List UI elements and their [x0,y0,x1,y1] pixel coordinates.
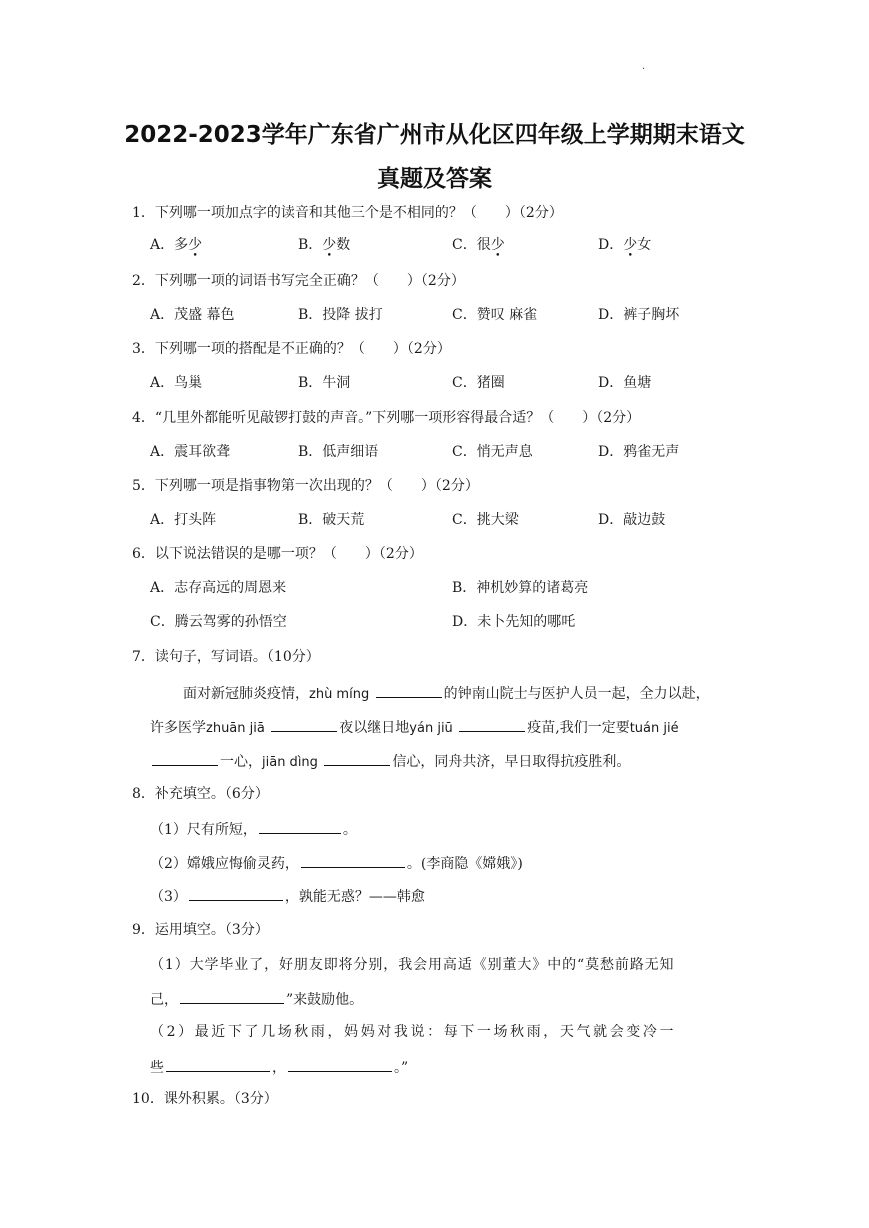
document-title: 2022-2023学年广东省广州市从化区四年级上学期期末语文 [124,122,745,148]
q9-item-1-line-2 [150,989,363,1009]
question-9-stem: 9．运用填空。（3分） [132,922,269,938]
q9-text: 。” [394,1060,409,1076]
q1-option-b: B．少数 [298,237,351,253]
q8-blank-2[interactable] [301,853,405,868]
corner-dot: · [642,64,646,75]
q9-item-1-line-1: （1）大学毕业了，好朋友即将分别，我会用高适《别董大》中的“莫愁前路无知 [150,957,675,973]
q2-option-a: A．茂盛 幕色 [150,307,235,323]
q7-text: 面对新冠肺炎疫情， [183,686,309,702]
q8-text: 。(李商隐《嫦娥》) [406,856,523,872]
q6-option-d: D．未卜先知的哪吒 [452,614,576,630]
q8-text: （1）尺有所短， [150,822,257,838]
q7-text: 夜以继日地 [339,720,410,736]
q9-item-2-line-2 [150,1057,408,1077]
q8-blank-3[interactable] [189,886,283,901]
q9-item-2-line-1: （2）最近下了几场秋雨，妈妈对我说：每下一场秋雨，天气就会变冷一 [150,1024,677,1040]
q9-blank-1[interactable] [180,989,284,1004]
q7-blank-3[interactable] [459,717,525,732]
q8-blank-1[interactable] [259,819,341,834]
q8-item-1 [150,819,357,839]
q6-option-c: C．腾云驾雾的孙悟空 [150,614,287,630]
q9-blank-2[interactable] [166,1057,270,1072]
q3-option-a: A．鸟巢 [150,375,203,391]
q6-option-a: A．志存高远的周恩来 [150,580,287,596]
q7-text: 一心， [220,754,262,770]
q4-option-a: A．震耳欲聋 [150,444,231,460]
question-8-stem: 8．补充填空。（6分） [132,786,269,802]
question-2-stem: 2．下列哪一项的词语书写完全正确？（ ）（2分） [132,273,465,289]
q8-text: ，孰能无惑？——韩愈 [284,889,425,905]
document-title-line2: 真题及答案 [377,166,492,192]
q7-text: 疫苗,我们一定要 [527,720,630,736]
q7-pinyin-3: yán jiū [409,721,453,736]
q9-text: 些 [150,1060,164,1076]
q7-blank-5[interactable] [324,751,390,766]
q3-option-d: D．鱼塘 [598,375,652,391]
q7-pinyin-5: jiān dìng [262,755,318,770]
q2-option-c: C．赞叹 麻雀 [452,307,538,323]
q5-option-d: D．敲边鼓 [598,512,666,528]
q1-option-c: C．很少 [452,237,505,253]
q9-text: 己， [150,992,178,1008]
q1-option-a: A．多少 [150,237,203,253]
q7-blank-4[interactable] [152,751,218,766]
question-4-stem: 4．“几里外都能听见敲锣打鼓的声音。”下列哪一项形容得最合适？（ ）（2分） [132,410,641,426]
question-1-stem: 1．下列哪一项加点字的读音和其他三个是不相同的？（ ）（2分） [132,205,563,221]
q8-text: （2）嫦娥应悔偷灵药， [150,856,299,872]
q7-sentence-line-1 [183,683,710,704]
q7-text: 许多医学 [150,720,206,736]
q9-blank-3[interactable] [288,1057,392,1072]
q5-option-a: A．打头阵 [150,512,217,528]
q2-option-b: B．投降 拔打 [298,307,383,323]
q8-text: （3） [150,889,187,905]
q7-blank-1[interactable] [376,683,442,698]
q4-option-c: C．悄无声息 [452,444,533,460]
q3-option-b: B．牛洞 [298,375,351,391]
question-6-stem: 6．以下说法错误的是哪一项？（ ）（2分） [132,546,423,562]
q7-text: 的钟南山院士与医护人员一起，全力以赴， [443,686,710,702]
q8-item-3 [150,886,425,906]
q3-option-c: C．猪圈 [452,375,505,391]
question-10-stem: 10．课外积累。（3分） [132,1091,278,1107]
question-5-stem: 5．下列哪一项是指事物第一次出现的？（ ）（2分） [132,478,479,494]
q7-pinyin-2: zhuān jiā [206,721,265,736]
q4-option-b: B．低声细语 [298,444,379,460]
q7-sentence-line-2 [150,717,679,738]
q5-option-b: B．破天荒 [298,512,365,528]
q1-option-d: D．少女 [598,237,652,253]
q7-blank-2[interactable] [271,717,337,732]
q5-option-c: C．挑大梁 [452,512,519,528]
q7-pinyin-4: tuán jié [629,721,679,736]
q9-text: ， [272,1060,286,1076]
q4-option-d: D．鸦雀无声 [598,444,680,460]
question-7-stem: 7．读句子，写词语。（10分） [132,649,320,665]
question-3-stem: 3．下列哪一项的搭配是不正确的？（ ）（2分） [132,341,451,357]
q6-option-b: B．神机妙算的诸葛亮 [452,580,589,596]
q7-text: 信心，同舟共济，早日取得抗疫胜利。 [392,754,631,770]
q7-pinyin-1: zhù míng [309,687,370,702]
q2-option-d: D．裤子胸坏 [598,307,680,323]
q7-sentence-line-3 [150,751,630,772]
q9-text: ”来鼓励他。 [286,992,364,1008]
q8-text: 。 [342,822,357,838]
q8-item-2 [150,853,523,873]
